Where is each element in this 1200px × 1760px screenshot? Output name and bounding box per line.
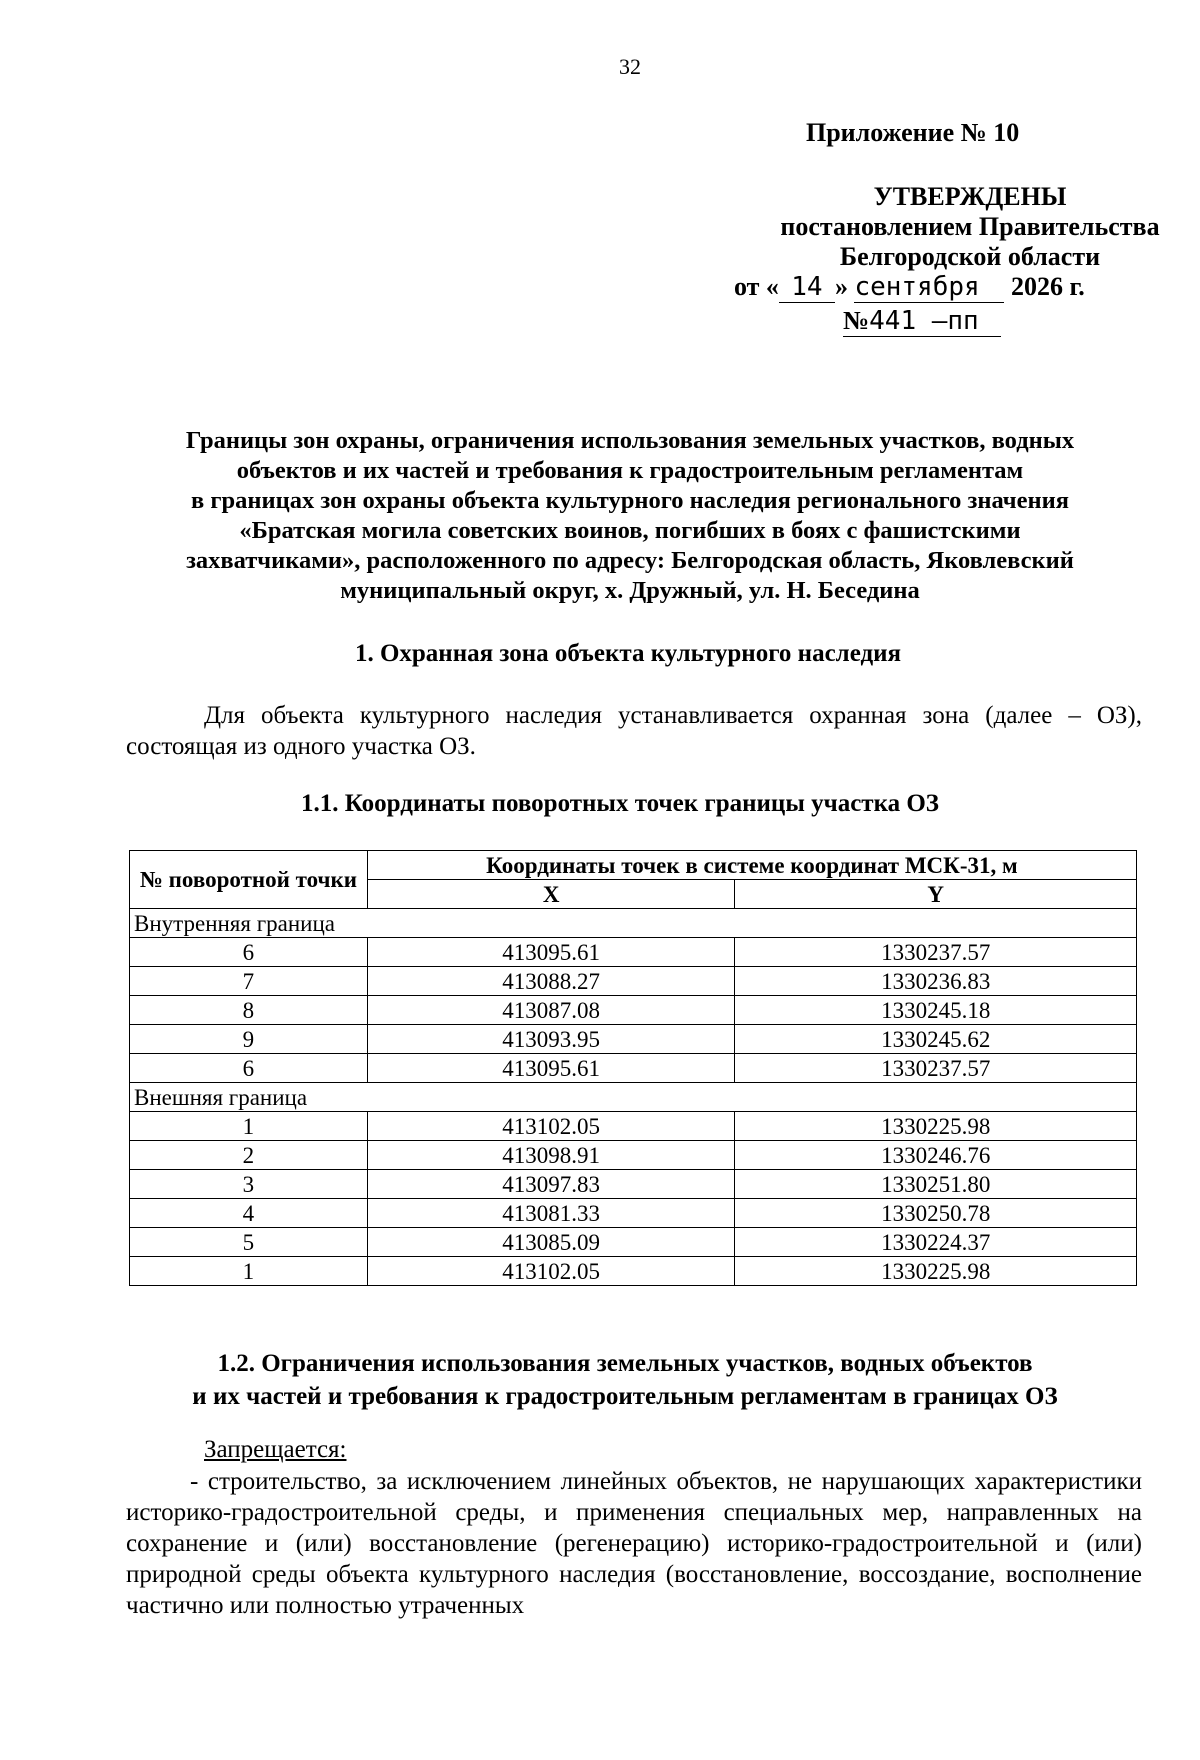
point-cell: 3 [130, 1170, 368, 1199]
y-cell: 1330225.98 [735, 1257, 1137, 1286]
table-row [130, 996, 1137, 1025]
title-line: объектов и их частей и требования к градостроительным регламентам [236, 457, 1024, 484]
approval-block [700, 182, 1200, 272]
date-year: 2026 г. [1010, 272, 1085, 301]
subsection-1-2-line: и их частей и требования к градостроительным регламентам в границах ОЗ [192, 1383, 1058, 1410]
table-row [130, 938, 1137, 967]
table-row [130, 1199, 1137, 1228]
table-row [130, 1141, 1137, 1170]
x-cell: 413081.33 [367, 1199, 735, 1228]
header-x: X [367, 880, 735, 909]
date-prefix: от « [734, 272, 779, 301]
y-cell: 1330245.18 [735, 996, 1137, 1025]
x-cell: 413095.61 [367, 1054, 735, 1083]
date-mid: » [834, 272, 848, 301]
point-cell: 4 [130, 1199, 368, 1228]
point-cell: 9 [130, 1025, 368, 1054]
point-cell: 2 [130, 1141, 368, 1170]
number-prefix: № [843, 306, 870, 335]
approved-by-line1: постановлением Правительства [780, 212, 1160, 241]
title-line: в границах зон охраны объекта культурного наследия регионального значения [191, 487, 1069, 514]
y-cell: 1330225.98 [735, 1112, 1137, 1141]
date-month: сентября [854, 272, 1004, 303]
section-1-heading: 1. Охранная зона объекта культурного наследия [354, 640, 902, 667]
date-day: 14 [779, 272, 835, 303]
subsection-1-2-heading [0, 1347, 1200, 1413]
group-label: Внешняя граница [130, 1083, 1137, 1112]
table-row [130, 1257, 1137, 1286]
y-cell: 1330237.57 [735, 1054, 1137, 1083]
forbidden-label: Запрещается: [204, 1436, 347, 1463]
x-cell: 413098.91 [367, 1141, 735, 1170]
y-cell: 1330251.80 [735, 1170, 1137, 1199]
approval-date [734, 272, 1085, 303]
point-cell: 1 [130, 1257, 368, 1286]
number-underline [843, 306, 1001, 337]
header-y: Y [735, 880, 1137, 909]
page-number: 32 [619, 54, 641, 79]
appendix-label: Приложение № 10 [806, 118, 1020, 147]
approved-label: УТВЕРЖДЕНЫ [873, 182, 1067, 211]
table-row [130, 967, 1137, 996]
x-cell: 413102.05 [367, 1257, 735, 1286]
table-row [130, 1054, 1137, 1083]
x-cell: 413085.09 [367, 1228, 735, 1257]
title-line: захватчиками», расположенного по адресу: Белгородская область, Яковлевский [186, 547, 1074, 574]
table-row [130, 1025, 1137, 1054]
section-1-paragraph: Для объекта культурного наследия устанавливается охранная зона (далее – ОЗ), состоящая из одного участка ОЗ. [126, 702, 1142, 760]
number-value: 441 –пп [869, 306, 979, 336]
y-cell: 1330236.83 [735, 967, 1137, 996]
point-cell: 6 [130, 938, 368, 967]
table-group-row [130, 1083, 1137, 1112]
approved-by-line2: Белгородской области [839, 242, 1101, 271]
x-cell: 413095.61 [367, 938, 735, 967]
title-line: «Братская могила советских воинов, погибших в боях с фашистскими [239, 517, 1021, 544]
subsection-1-1-heading: 1.1. Координаты поворотных точек границы участка ОЗ [301, 790, 939, 817]
title-line: Границы зон охраны, ограничения использования земельных участков, водных [185, 427, 1075, 454]
x-cell: 413088.27 [367, 967, 735, 996]
y-cell: 1330237.57 [735, 938, 1137, 967]
coordinates-table [129, 850, 1137, 1286]
table-row [130, 1112, 1137, 1141]
y-cell: 1330245.62 [735, 1025, 1137, 1054]
y-cell: 1330250.78 [735, 1199, 1137, 1228]
table-row [130, 1228, 1137, 1257]
header-coordinates: Координаты точек в системе координат МСК-31, м [367, 851, 1136, 880]
x-cell: 413102.05 [367, 1112, 735, 1141]
point-cell: 7 [130, 967, 368, 996]
x-cell: 413087.08 [367, 996, 735, 1025]
subsection-1-2-line: 1.2. Ограничения использования земельных участков, водных объектов [217, 1350, 1033, 1377]
table-row [130, 1170, 1137, 1199]
title-line: муниципальный округ, х. Дружный, ул. Н. Беседина [340, 577, 920, 604]
x-cell: 413097.83 [367, 1170, 735, 1199]
header-point-number: № поворотной точки [130, 851, 368, 909]
table-group-row [130, 909, 1137, 938]
forbidden-paragraph: - строительство, за исключением линейных объектов, не нарушающих характеристики историко-градостроительной среды, и применения специальных мер, направленных на сохранение и (или) восстановление (регенерацию) историко-градостроительной и (или) природной среды объекта культурного наследия (восстановление, воссоздание, восполнение частично или полностью утраченных [126, 1468, 1142, 1619]
point-cell: 6 [130, 1054, 368, 1083]
x-cell: 413093.95 [367, 1025, 735, 1054]
group-label: Внутренняя граница [130, 909, 1137, 938]
document-title [120, 426, 1140, 606]
point-cell: 8 [130, 996, 368, 1025]
point-cell: 5 [130, 1228, 368, 1257]
y-cell: 1330224.37 [735, 1228, 1137, 1257]
approval-number [843, 306, 1001, 337]
point-cell: 1 [130, 1112, 368, 1141]
y-cell: 1330246.76 [735, 1141, 1137, 1170]
